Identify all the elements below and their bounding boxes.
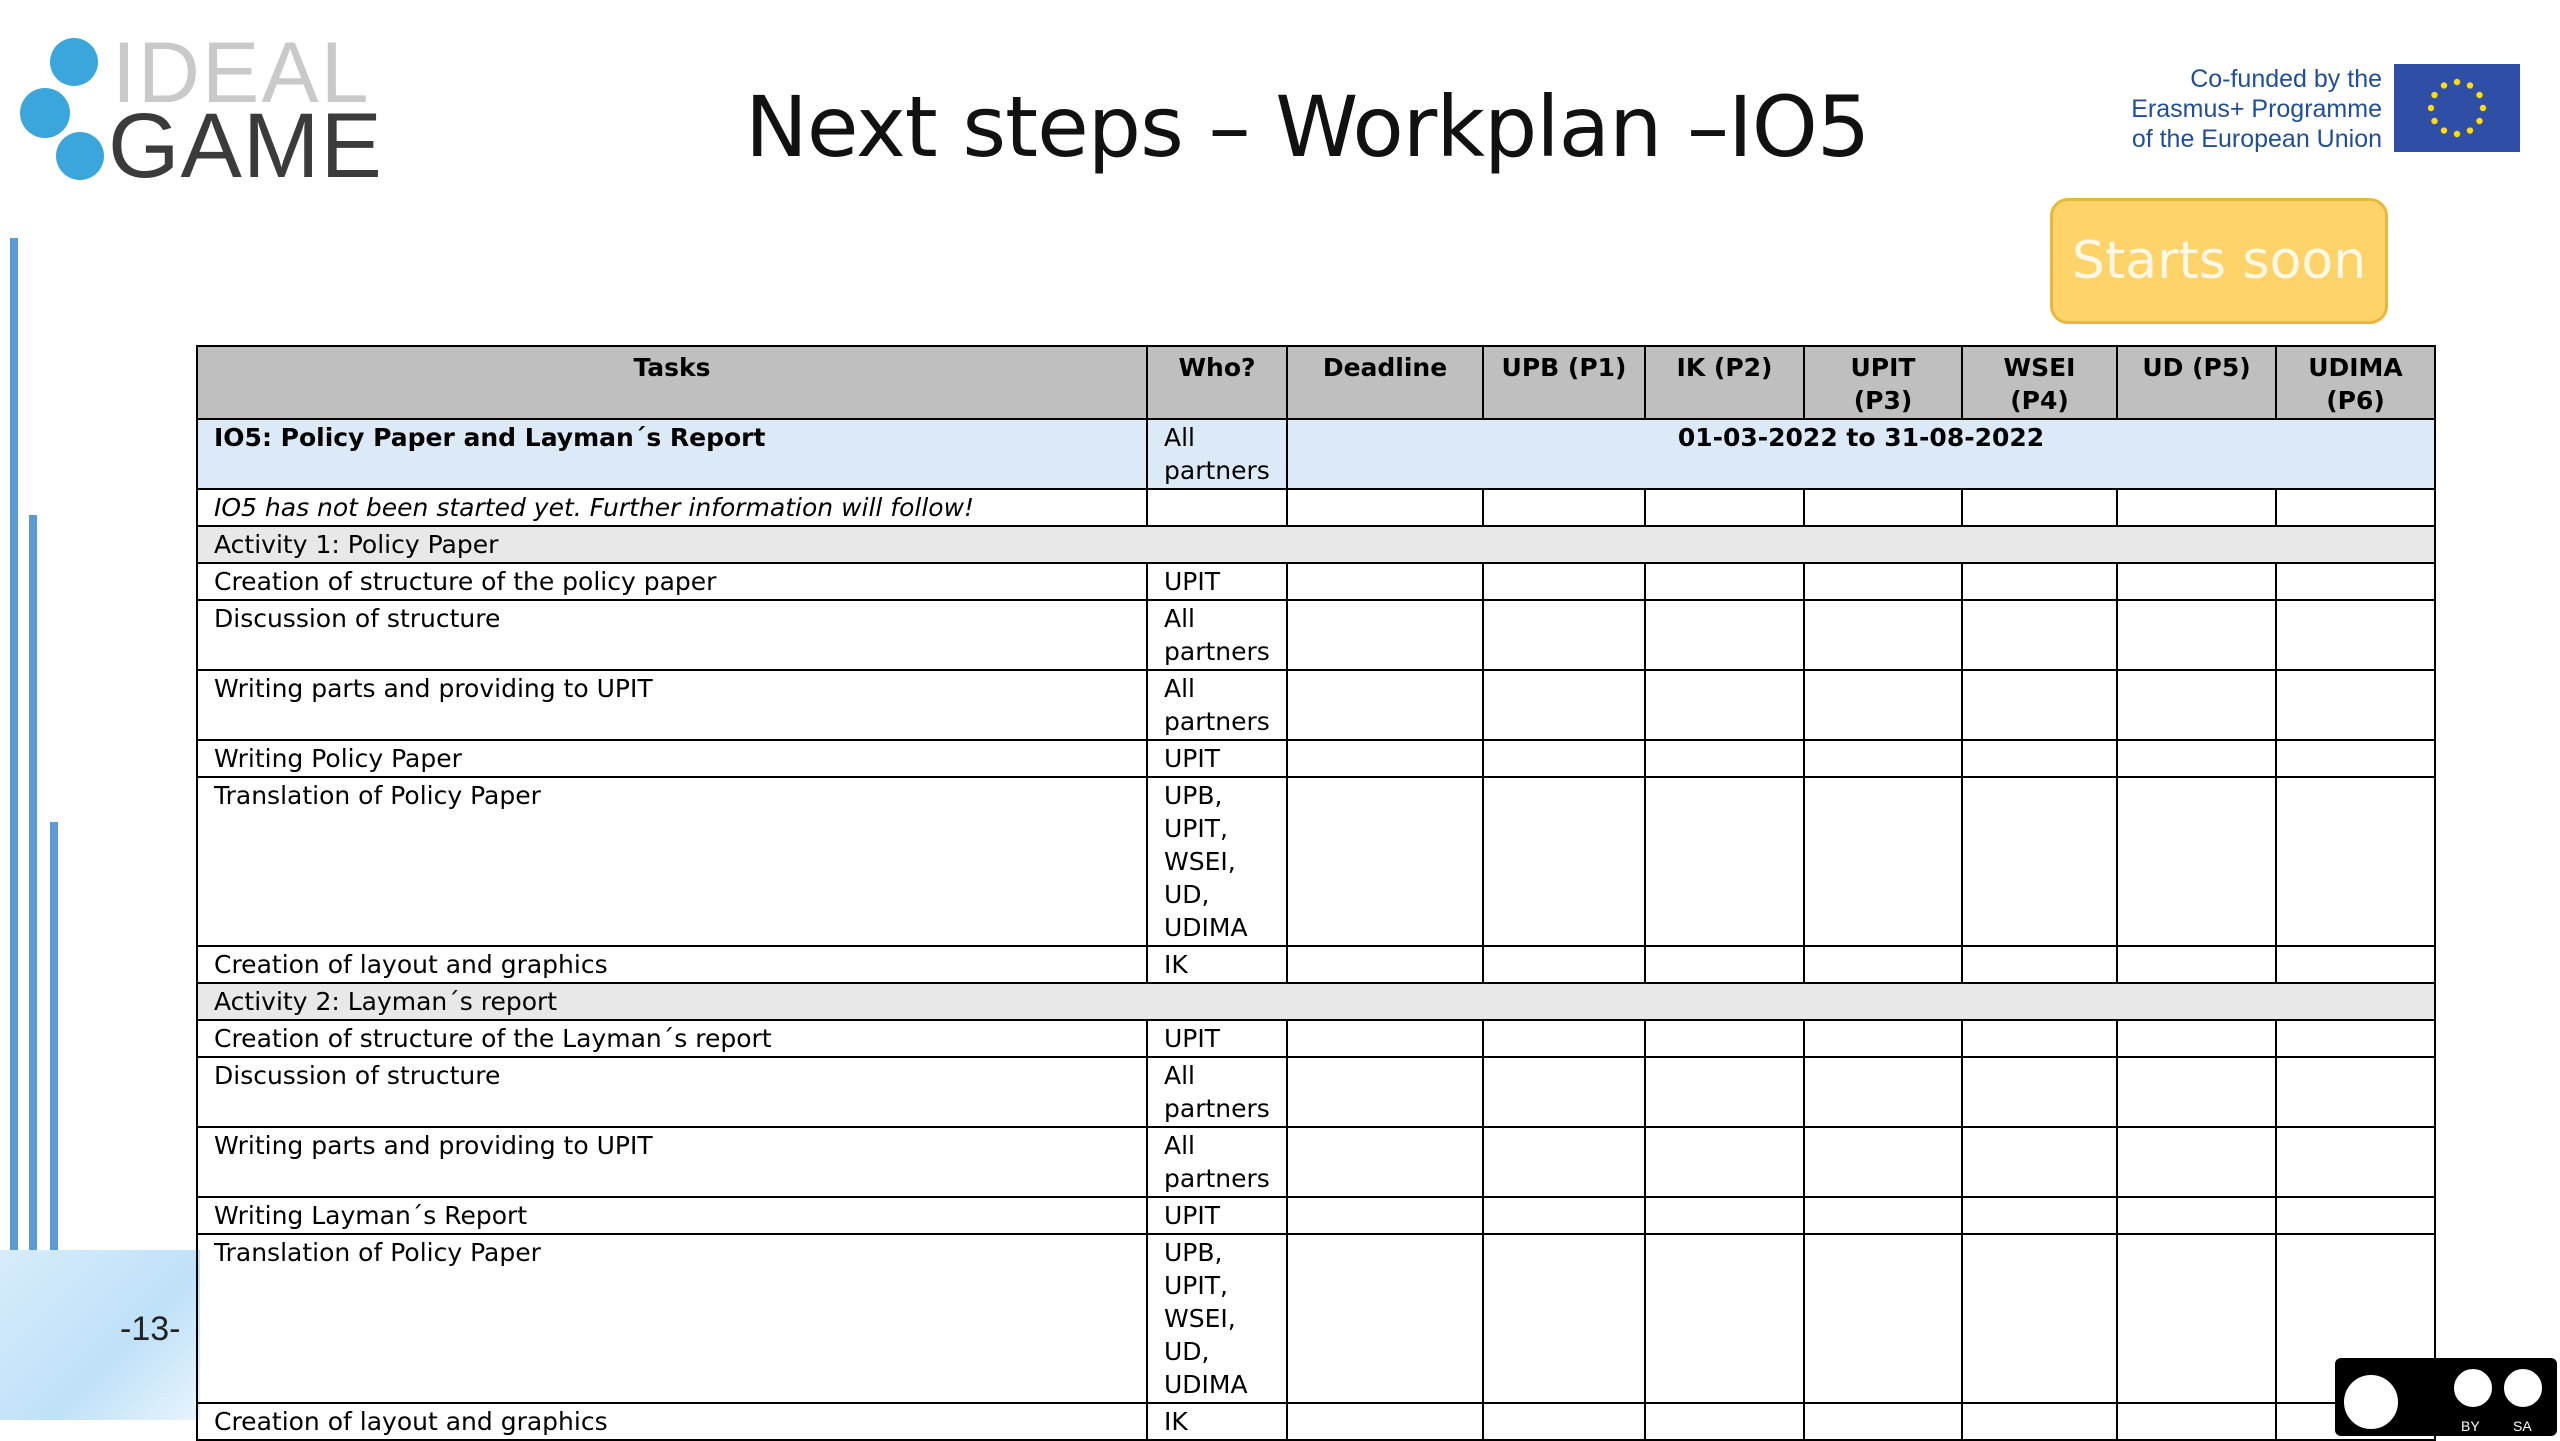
who-cell: UPIT [1147, 1197, 1287, 1234]
table-cell [1645, 489, 1804, 526]
task-cell: Translation of Policy Paper [197, 1234, 1147, 1403]
table-cell [2276, 946, 2435, 983]
output-who: All partners [1147, 419, 1287, 489]
who-cell: All partners [1147, 1127, 1287, 1197]
table-cell [2276, 1197, 2435, 1234]
table-cell [2117, 1127, 2276, 1197]
table-cell [2117, 777, 2276, 946]
table-cell [1804, 600, 1962, 670]
table-row [197, 1234, 2435, 1403]
table-cell [1804, 740, 1962, 777]
table-cell [1804, 777, 1962, 946]
logo-text-game: GAME [108, 95, 383, 197]
cc-by-sa-license-badge [2335, 1358, 2557, 1436]
table-cell [1962, 563, 2117, 600]
output-period: 01-03-2022 to 31-08-2022 [1287, 419, 2435, 489]
table-cell [2117, 489, 2276, 526]
note-text: IO5 has not been started yet. Further information will follow! [197, 489, 1147, 526]
table-cell [2276, 489, 2435, 526]
table-cell [2276, 740, 2435, 777]
table-cell [1483, 670, 1645, 740]
table-cell [1804, 489, 1962, 526]
activity-header-row [197, 526, 2435, 563]
activity-title: Activity 1: Policy Paper [197, 526, 2435, 563]
table-row [197, 1020, 2435, 1057]
table-cell [1962, 777, 2117, 946]
table-cell [2276, 670, 2435, 740]
table-cell [1287, 1057, 1483, 1127]
table-cell [1645, 1127, 1804, 1197]
table-cell [2117, 946, 2276, 983]
table-row [197, 740, 2435, 777]
table-cell [1804, 1197, 1962, 1234]
note-row [197, 489, 2435, 526]
table-cell [2276, 600, 2435, 670]
task-cell: Discussion of structure [197, 600, 1147, 670]
table-cell [1483, 1403, 1645, 1440]
logo-text-ideal: IDEAL [112, 25, 371, 121]
eu-cofunding-badge [2100, 60, 2520, 160]
activity-title: Activity 2: Layman´s report [197, 983, 2435, 1020]
eu-badge-text: Co-funded by the Erasmus+ Programme of the European Union [2131, 65, 2382, 153]
table-row [197, 600, 2435, 670]
table-cell [2117, 670, 2276, 740]
table-cell [1645, 1197, 1804, 1234]
table-cell [1645, 600, 1804, 670]
table-cell [2117, 1020, 2276, 1057]
table-cell [1804, 563, 1962, 600]
attribution-icon [2451, 1366, 2495, 1410]
share-alike-icon [2501, 1366, 2545, 1410]
table-cell [1804, 1234, 1962, 1403]
table-cell [1287, 1197, 1483, 1234]
task-cell: Creation of structure of the Layman´s report [197, 1020, 1147, 1057]
table-cell [1483, 740, 1645, 777]
column-header: UD (P5) [2117, 346, 2276, 419]
table-cell [1287, 489, 1483, 526]
who-cell: IK [1147, 1403, 1287, 1440]
task-cell: Creation of layout and graphics [197, 1403, 1147, 1440]
table-cell [1287, 740, 1483, 777]
who-cell: UPB, UPIT, WSEI, UD, UDIMA [1147, 1234, 1287, 1403]
who-cell: UPIT [1147, 563, 1287, 600]
table-cell [1287, 1403, 1483, 1440]
table-cell [2117, 1057, 2276, 1127]
page-title: Next steps – Workplan –IO5 [745, 78, 1870, 176]
license-sa-label: SA [2513, 1418, 2532, 1434]
table-cell [1804, 1127, 1962, 1197]
who-cell: UPB, UPIT, WSEI, UD, UDIMA [1147, 777, 1287, 946]
task-cell: Creation of layout and graphics [197, 946, 1147, 983]
cc-icon [2341, 1372, 2401, 1432]
column-header: Who? [1147, 346, 1287, 419]
table-cell [2117, 1403, 2276, 1440]
decorative-line [50, 822, 58, 1250]
starts-soon-button[interactable]: Starts soon [2050, 198, 2388, 324]
table-cell [1483, 777, 1645, 946]
table-cell [1962, 740, 2117, 777]
column-header: IK (P2) [1645, 346, 1804, 419]
table-cell [1645, 740, 1804, 777]
table-row [197, 670, 2435, 740]
table-cell [1287, 670, 1483, 740]
table-cell [1287, 1127, 1483, 1197]
table-cell [1483, 1127, 1645, 1197]
task-cell: Discussion of structure [197, 1057, 1147, 1127]
table-cell [2276, 1057, 2435, 1127]
who-cell: IK [1147, 946, 1287, 983]
column-header: UPIT (P3) [1804, 346, 1962, 419]
table-cell [1287, 946, 1483, 983]
table-cell [1645, 946, 1804, 983]
logo-drop [20, 88, 70, 138]
table-cell [1147, 489, 1287, 526]
table-cell [1483, 1020, 1645, 1057]
task-cell: Translation of Policy Paper [197, 777, 1147, 946]
table-cell [1287, 600, 1483, 670]
table-cell [2117, 740, 2276, 777]
who-cell: UPIT [1147, 740, 1287, 777]
table-cell [1804, 670, 1962, 740]
who-cell: All partners [1147, 600, 1287, 670]
table-cell [1645, 1057, 1804, 1127]
table-cell [1962, 1403, 2117, 1440]
table-cell [1483, 1234, 1645, 1403]
table-cell [2117, 1197, 2276, 1234]
table-cell [1287, 563, 1483, 600]
table-cell [1645, 1020, 1804, 1057]
column-header: Deadline [1287, 346, 1483, 419]
table-cell [1483, 1057, 1645, 1127]
table-cell [1962, 670, 2117, 740]
eu-flag-icon [2394, 64, 2520, 152]
table-row [197, 1127, 2435, 1197]
column-header: WSEI (P4) [1962, 346, 2117, 419]
table-cell [1483, 563, 1645, 600]
activity-header-row [197, 983, 2435, 1020]
table-cell [1287, 777, 1483, 946]
table-row [197, 1403, 2435, 1440]
table-cell [2276, 563, 2435, 600]
table-cell [2117, 563, 2276, 600]
task-cell: Writing parts and providing to UPIT [197, 670, 1147, 740]
table-row [197, 1057, 2435, 1127]
output-title: IO5: Policy Paper and Layman´s Report [197, 419, 1147, 489]
table-row [197, 563, 2435, 600]
column-header: Tasks [197, 346, 1147, 419]
table-cell [1645, 670, 1804, 740]
table-cell [1804, 1020, 1962, 1057]
page-number: -13- [120, 1310, 181, 1348]
table-cell [1287, 1234, 1483, 1403]
table-cell [1645, 1234, 1804, 1403]
table-cell [2276, 1127, 2435, 1197]
column-header: UDIMA (P6) [2276, 346, 2435, 419]
decorative-line [29, 515, 37, 1250]
table-cell [2117, 1234, 2276, 1403]
who-cell: All partners [1147, 670, 1287, 740]
table-cell [1962, 489, 2117, 526]
table-cell [1483, 946, 1645, 983]
table-row [197, 777, 2435, 946]
logo-drop [56, 132, 104, 180]
table-cell [1962, 1234, 2117, 1403]
table-cell [1645, 777, 1804, 946]
license-by-label: BY [2461, 1418, 2480, 1434]
column-header: UPB (P1) [1483, 346, 1645, 419]
task-cell: Writing Policy Paper [197, 740, 1147, 777]
table-cell [1962, 1057, 2117, 1127]
table-cell [1962, 1020, 2117, 1057]
table-cell [1645, 563, 1804, 600]
table-cell [2276, 777, 2435, 946]
task-cell: Writing parts and providing to UPIT [197, 1127, 1147, 1197]
who-cell: UPIT [1147, 1020, 1287, 1057]
table-header-row [197, 346, 2435, 419]
table-cell [1804, 1403, 1962, 1440]
table-cell [1483, 1197, 1645, 1234]
table-cell [1645, 1403, 1804, 1440]
who-cell: All partners [1147, 1057, 1287, 1127]
table-cell [1804, 1057, 1962, 1127]
output-row [197, 419, 2435, 489]
table-cell [1483, 489, 1645, 526]
task-cell: Writing Layman´s Report [197, 1197, 1147, 1234]
table-cell [1287, 1020, 1483, 1057]
logo-drop [50, 38, 98, 86]
ideal-game-logo [20, 25, 383, 197]
table-cell [1962, 600, 2117, 670]
table-cell [1804, 946, 1962, 983]
task-cell: Creation of structure of the policy paper [197, 563, 1147, 600]
table-row [197, 1197, 2435, 1234]
workplan-table [196, 345, 2436, 1441]
table-cell [2276, 1020, 2435, 1057]
table-cell [1962, 1197, 2117, 1234]
decorative-line [10, 238, 18, 1250]
table-row [197, 946, 2435, 983]
table-cell [1962, 946, 2117, 983]
table-cell [2117, 600, 2276, 670]
table-cell [1962, 1127, 2117, 1197]
table-cell [1483, 600, 1645, 670]
